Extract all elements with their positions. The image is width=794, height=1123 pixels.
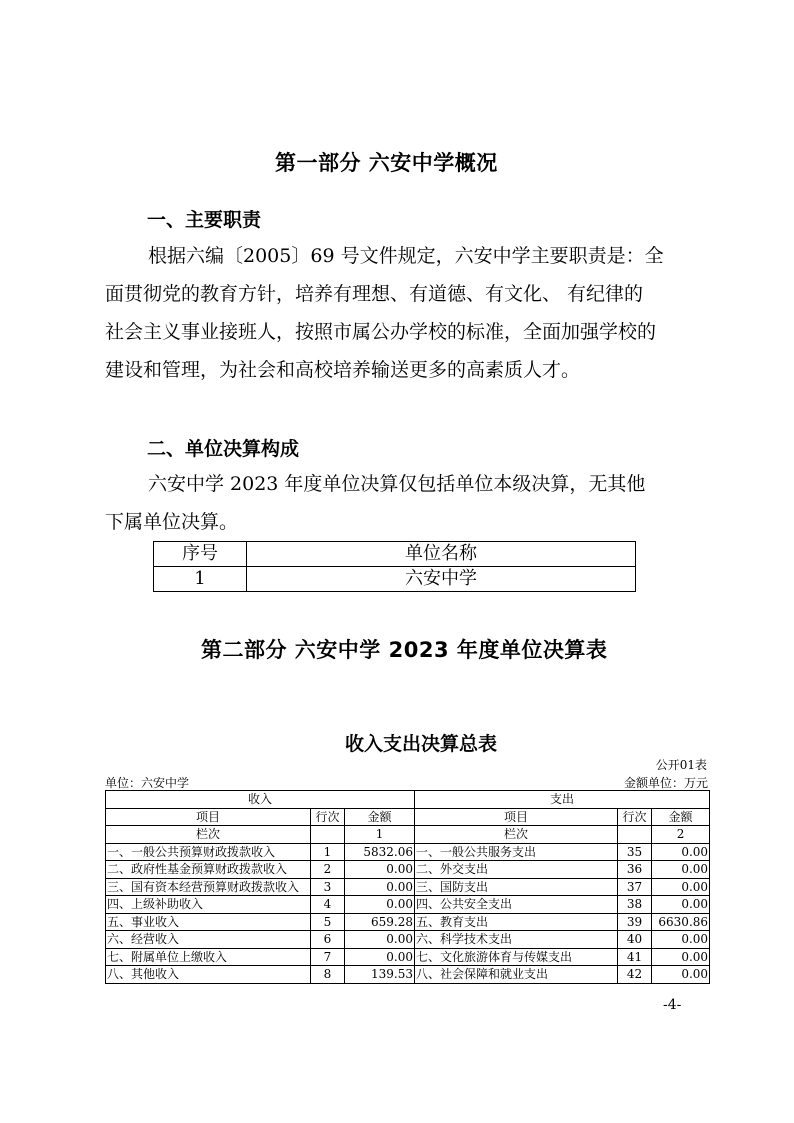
expense-item-header: 项目: [415, 808, 618, 826]
income-amount: 0.00: [345, 896, 415, 914]
income-item: 五、事业收入: [106, 913, 311, 931]
expense-amount: 0.00: [652, 896, 710, 914]
financial-table-title: 收入支出决算总表: [345, 733, 498, 755]
income-header: 收入: [106, 791, 415, 809]
expense-row-no: 35: [618, 843, 652, 861]
expense-amount: 0.00: [652, 843, 710, 861]
table-row: [106, 966, 710, 984]
income-row-no: 5: [311, 913, 345, 931]
income-item: 三、国有资本经营预算财政拨款收入: [106, 878, 311, 896]
section-header-row: [106, 791, 710, 809]
income-amount: 0.00: [345, 931, 415, 949]
unit-composition-table: [153, 541, 636, 592]
expense-item: 六、科学技术支出: [415, 931, 618, 949]
table-row: [106, 878, 710, 896]
income-amount: 139.53: [345, 966, 415, 984]
section2-line-1: 六安中学 2023 年度单位决算仅包括单位本级决算，无其他: [148, 473, 646, 495]
expense-item: 三、国防支出: [415, 878, 618, 896]
section1-line-1: 根据六编〔2005〕69 号文件规定，六安中学主要职责是：全: [148, 245, 664, 267]
page-number: -4-: [663, 997, 682, 1013]
income-row-no: 2: [311, 861, 345, 879]
income-item-header: 项目: [106, 808, 311, 826]
income-row-header: 行次: [311, 808, 345, 826]
part2-title: 第二部分 六安中学 2023 年度单位决算表: [201, 638, 608, 662]
table-header-row: [154, 542, 636, 567]
table-row: [106, 861, 710, 879]
expense-lanci-number: 2: [652, 826, 710, 844]
table-row: [106, 948, 710, 966]
table-row: [154, 567, 636, 592]
expense-row-no: 39: [618, 913, 652, 931]
income-item: 四、上级补助收入: [106, 896, 311, 914]
part1-title: 第一部分 六安中学概况: [275, 151, 498, 175]
income-item: 一、一般公共预算财政拨款收入: [106, 843, 311, 861]
header-unit-name: 单位名称: [247, 542, 636, 567]
income-row-no: 7: [311, 948, 345, 966]
section1-line-3: 社会主义事业接班人，按照市属公办学校的标准，全面加强学校的: [105, 321, 657, 343]
form-number: 公开01表: [655, 758, 707, 772]
expense-amount: 0.00: [652, 966, 710, 984]
expense-lanci: 栏次: [415, 826, 618, 844]
section1-paragraph: [0, 237, 794, 389]
expense-lanci-blank: [618, 826, 652, 844]
expense-item: 七、文化旅游体育与传媒支出: [415, 948, 618, 966]
expense-item: 八、社会保障和就业支出: [415, 966, 618, 984]
expense-amount: 6630.86: [652, 913, 710, 931]
income-row-no: 1: [311, 843, 345, 861]
cell-seq: 1: [154, 567, 247, 592]
expense-amount: 0.00: [652, 861, 710, 879]
income-amount: 0.00: [345, 861, 415, 879]
income-item: 七、附属单位上缴收入: [106, 948, 311, 966]
column-index-row: [106, 826, 710, 844]
income-amount-header: 金额: [345, 808, 415, 826]
expense-row-no: 37: [618, 878, 652, 896]
cell-unit-name: 六安中学: [247, 567, 636, 592]
expense-row-header: 行次: [618, 808, 652, 826]
unit-label: 单位：六安中学: [105, 776, 190, 790]
expense-item: 二、外交支出: [415, 861, 618, 879]
income-row-no: 3: [311, 878, 345, 896]
income-row-no: 8: [311, 966, 345, 984]
expense-amount: 0.00: [652, 931, 710, 949]
section2-line-2: 下属单位决算。: [105, 511, 239, 533]
expense-amount: 0.00: [652, 948, 710, 966]
income-amount: 5832.06: [345, 843, 415, 861]
income-amount: 0.00: [345, 948, 415, 966]
expense-amount-header: 金额: [652, 808, 710, 826]
expense-item: 四、公共安全支出: [415, 896, 618, 914]
expense-amount: 0.00: [652, 878, 710, 896]
header-seq: 序号: [154, 542, 247, 567]
income-item: 二、政府性基金预算财政拨款收入: [106, 861, 311, 879]
expense-item: 一、一般公共服务支出: [415, 843, 618, 861]
expense-row-no: 41: [618, 948, 652, 966]
income-expense-summary-table: [105, 790, 710, 984]
section1-line-4: 建设和管理，为社会和高校培养输送更多的高素质人才。: [105, 359, 581, 381]
section2-paragraph: [0, 465, 794, 541]
expense-row-no: 36: [618, 861, 652, 879]
expense-row-no: 38: [618, 896, 652, 914]
income-amount: 659.28: [345, 913, 415, 931]
income-item: 六、经营收入: [106, 931, 311, 949]
money-unit-label: 金额单位：万元: [623, 776, 708, 790]
section1-heading: 一、主要职责: [147, 209, 262, 231]
table-row: [106, 896, 710, 914]
section1-line-2: 面贯彻党的教育方针，培养有理想、有道德、有文化、 有纪律的: [105, 283, 644, 305]
income-lanci-blank: [311, 826, 345, 844]
table-row: [106, 931, 710, 949]
income-item: 八、其他收入: [106, 966, 311, 984]
section2-heading: 二、单位决算构成: [147, 438, 300, 460]
table-row: [106, 913, 710, 931]
income-row-no: 4: [311, 896, 345, 914]
income-amount: 0.00: [345, 878, 415, 896]
expense-row-no: 42: [618, 966, 652, 984]
expense-item: 五、教育支出: [415, 913, 618, 931]
income-row-no: 6: [311, 931, 345, 949]
expense-header: 支出: [415, 791, 710, 809]
column-header-row: [106, 808, 710, 826]
income-lanci-number: 1: [345, 826, 415, 844]
table-row: [106, 843, 710, 861]
expense-row-no: 40: [618, 931, 652, 949]
income-lanci: 栏次: [106, 826, 311, 844]
